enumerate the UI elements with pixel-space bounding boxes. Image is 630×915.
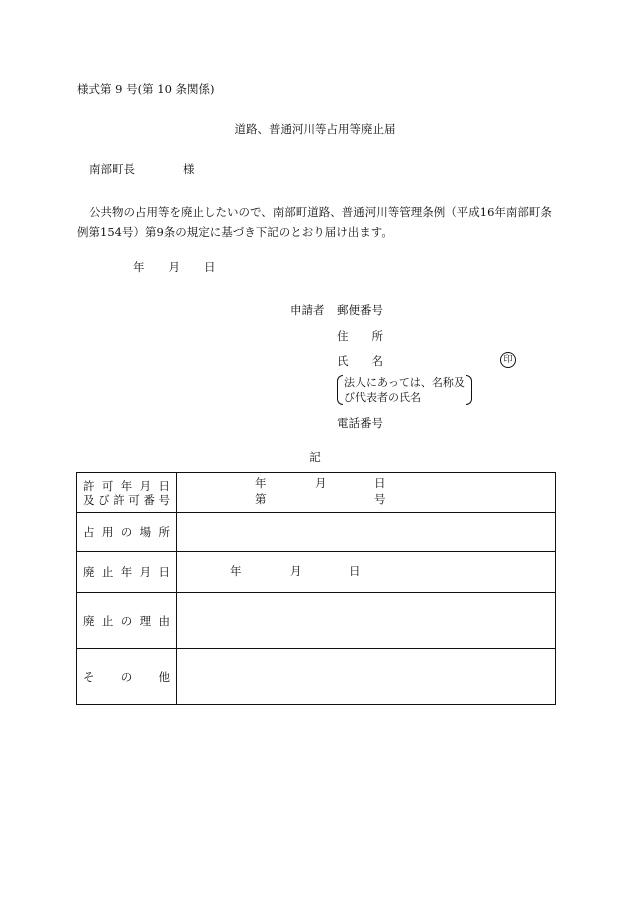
- table-row: [77, 552, 556, 593]
- submission-date: [133, 262, 216, 274]
- other-label: その他: [77, 649, 177, 705]
- table-row: [77, 649, 556, 705]
- abolition-reason-label: 廃止の理由: [77, 593, 177, 649]
- permit-number-suffix: 号: [374, 492, 386, 506]
- document-title: 道路、普通河川等占用等廃止届: [234, 122, 396, 136]
- name-label-b: 名: [371, 354, 383, 368]
- seal-mark: 印: [500, 352, 516, 368]
- permit-year: 年: [255, 476, 267, 490]
- permit-number-label: 及び許可番号: [83, 492, 170, 507]
- abolition-reason-value[interactable]: [177, 593, 556, 649]
- ki-heading: 記: [309, 450, 321, 464]
- permit-date-number-label: [77, 473, 177, 513]
- corporation-note-bracket-left: [337, 375, 343, 405]
- address-label-b: 所: [371, 329, 383, 343]
- permit-number-prefix: 第: [255, 492, 267, 506]
- details-table: [76, 472, 556, 705]
- name-label-a: 氏: [337, 354, 359, 368]
- addressee-honorific: 様: [183, 162, 195, 176]
- abolition-day: 日: [349, 564, 361, 578]
- date-year: 年: [133, 260, 145, 274]
- abolition-date-label: 廃止年月日: [77, 552, 177, 593]
- form-number: 様式第 9 号(第 10 条関係): [77, 82, 215, 96]
- body-text: 公共物の占用等を廃止したいので、南部町道路、普通河川等管理条例（平成16年南部町条例第154号）第9条の規定に基づき下記のとおり届け出ます。: [77, 205, 552, 239]
- permit-month: 月: [315, 476, 327, 490]
- postal-code-label: 郵便番号: [337, 303, 383, 317]
- abolition-year: 年: [230, 564, 242, 578]
- address-label: [337, 331, 383, 343]
- phone-label: 電話番号: [337, 416, 383, 430]
- permit-day: 日: [374, 476, 386, 490]
- permit-date-label: 許可年月日: [83, 478, 170, 493]
- abolition-date-value[interactable]: [177, 552, 556, 593]
- occupancy-location-label: 占用の場所: [77, 513, 177, 552]
- date-day: 日: [204, 260, 216, 274]
- addressee: [89, 164, 195, 176]
- applicant-label: 申請者: [290, 303, 325, 317]
- permit-date-number-value[interactable]: [177, 473, 556, 513]
- corporation-note: 法人にあっては、名称及び代表者の氏名: [344, 376, 465, 404]
- abolition-month: 月: [290, 564, 302, 578]
- corporation-note-bracket-right: [466, 375, 472, 405]
- occupancy-location-value[interactable]: [177, 513, 556, 552]
- other-value[interactable]: [177, 649, 556, 705]
- address-label-a: 住: [337, 329, 359, 343]
- table-row: [77, 473, 556, 513]
- table-row: [77, 513, 556, 552]
- date-month: 月: [168, 260, 180, 274]
- name-label: [337, 356, 383, 368]
- table-row: [77, 593, 556, 649]
- addressee-name: 南部町長: [89, 162, 135, 176]
